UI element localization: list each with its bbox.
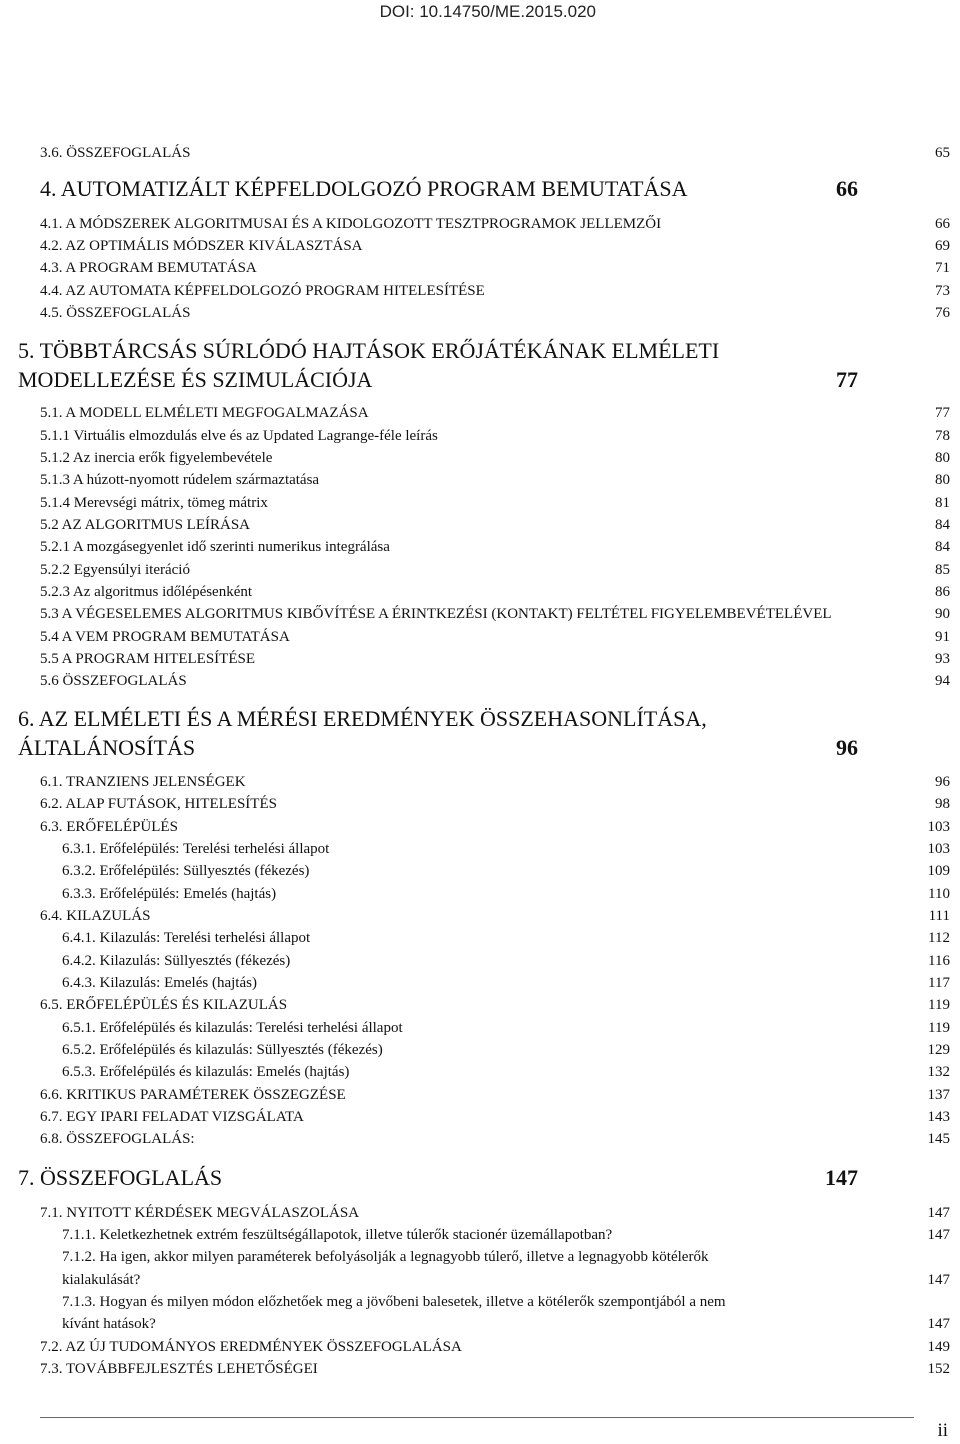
- toc-entry-label: 4.4. AZ AUTOMATA KÉPFELDOLGOZÓ PROGRAM HITELESÍTÉSE: [40, 283, 485, 299]
- toc-entry-label: 5.6 ÖSSZEFOGLALÁS: [40, 673, 187, 689]
- toc-entry-row[interactable]: [40, 584, 950, 604]
- toc-entry-page: 94: [935, 673, 950, 689]
- toc-entry-row[interactable]: [62, 1020, 950, 1040]
- toc-entry-row[interactable]: [62, 1272, 950, 1292]
- toc-entry-page: 147: [927, 1272, 950, 1288]
- toc-entry-row[interactable]: [40, 606, 950, 626]
- toc-entry-page: 149: [927, 1339, 950, 1355]
- toc-entry-row[interactable]: [62, 1227, 950, 1247]
- toc-entry-label: 5.2.2 Egyensúlyi iteráció: [40, 562, 190, 578]
- toc-entry-row[interactable]: [40, 305, 950, 325]
- toc-entry-page: 96: [935, 774, 950, 790]
- toc-entry-page: 147: [927, 1316, 950, 1332]
- toc-entry-row[interactable]: [62, 1042, 950, 1062]
- toc-entry-row[interactable]: [62, 953, 950, 973]
- toc-entry-label: 4. AUTOMATIZÁLT KÉPFELDOLGOZÓ PROGRAM BEMUTATÁSA: [40, 176, 688, 201]
- toc-entry-label: ÁLTALÁNOSÍTÁS: [18, 735, 196, 760]
- toc-entry-label: 6.6. KRITIKUS PARAMÉTEREK ÖSSZEGZÉSE: [40, 1087, 346, 1103]
- toc-entry-label: 5.1. A MODELL ELMÉLETI MEGFOGALMAZÁSA: [40, 405, 369, 421]
- toc-entry-label: 6.3.2. Erőfelépülés: Süllyesztés (fékezés): [62, 863, 310, 879]
- toc-entry-row[interactable]: [40, 651, 950, 671]
- toc-entry-label: 6. AZ ELMÉLETI ÉS A MÉRÉSI EREDMÉNYEK ÖSSZEHASONLÍTÁSA,: [18, 706, 707, 731]
- toc-entry-label: 7.2. AZ ÚJ TUDOMÁNYOS EREDMÉNYEK ÖSSZEFOGLALÁSA: [40, 1339, 462, 1355]
- toc-entry-label: 5.1.1 Virtuális elmozdulás elve és az Updated Lagrange-féle leírás: [40, 428, 438, 444]
- toc-entry-label: 5. TÖBBTÁRCSÁS SÚRLÓDÓ HAJTÁSOK ERŐJÁTÉKÁNAK ELMÉLETI: [18, 338, 720, 363]
- toc-entry-page: 132: [927, 1064, 950, 1080]
- toc-entry-row[interactable]: [40, 673, 950, 693]
- toc-entry-page: 66: [935, 216, 950, 232]
- toc-entry-row[interactable]: [62, 886, 950, 906]
- toc-entry-label: 5.5 A PROGRAM HITELESÍTÉSE: [40, 651, 256, 667]
- toc-entry-label: 5.4 A VEM PROGRAM BEMUTATÁSA: [40, 629, 290, 645]
- toc-entry-label: 7.1.2. Ha igen, akkor milyen paraméterek befolyásolják a legnagyobb túlerő, illetve a legnagyobb kötélerők: [62, 1249, 709, 1265]
- toc-entry-row[interactable]: [40, 145, 950, 165]
- toc-entry-page: 109: [927, 863, 950, 879]
- toc-entry-row[interactable]: [62, 1064, 950, 1084]
- toc-entry-row[interactable]: [40, 517, 950, 537]
- toc-entry-label: 3.6. ÖSSZEFOGLALÁS: [40, 145, 191, 161]
- toc-entry-page: 143: [927, 1109, 950, 1125]
- toc-entry-page: 84: [935, 539, 950, 555]
- toc-entry-label: 6.4.1. Kilazulás: Terelési terhelési állapot: [62, 930, 311, 946]
- toc-entry-page: 147: [825, 1165, 858, 1190]
- toc-entry-label: 5.2.1 A mozgásegyenlet idő szerinti numerikus integrálása: [40, 539, 390, 555]
- toc-entry-label: 6.7. EGY IPARI FELADAT VIZSGÁLATA: [40, 1109, 304, 1125]
- toc-entry-page: 66: [836, 176, 858, 201]
- toc-entry-row[interactable]: [62, 1249, 950, 1269]
- toc-entry-page: 76: [935, 305, 950, 321]
- toc-entry-row[interactable]: [62, 1316, 950, 1336]
- toc-entry-page: 147: [927, 1205, 950, 1221]
- toc-entry-page: 77: [836, 367, 858, 392]
- toc-entry-row[interactable]: [40, 428, 950, 448]
- toc-entry-page: 129: [927, 1042, 950, 1058]
- toc-entry-row[interactable]: [40, 629, 950, 649]
- toc-entry-label: 7.1.3. Hogyan és milyen módon előzhetőek meg a jövőbeni balesetek, illetve a kötélerők szempontjából a nem: [62, 1294, 726, 1310]
- toc-entry-label: 6.3.3. Erőfelépülés: Emelés (hajtás): [62, 886, 277, 902]
- toc-entry-page: 137: [927, 1087, 950, 1103]
- toc-entry-label: 7.1.1. Keletkezhetnek extrém feszültségállapotok, illetve túlerők stacionér üzemállapotban?: [62, 1227, 613, 1243]
- toc-entry-row[interactable]: [62, 1294, 950, 1314]
- toc-entry-label: 7.3. TOVÁBBFEJLESZTÉS LEHETŐSÉGEI: [40, 1361, 318, 1377]
- toc-entry-page: 147: [927, 1227, 950, 1243]
- toc-entry-row[interactable]: [40, 1339, 950, 1359]
- toc-entry-label: kívánt hatások?: [62, 1316, 156, 1332]
- toc-entry-row[interactable]: [40, 562, 950, 582]
- toc-entry-page: 96: [836, 735, 858, 760]
- toc-entry-label: 5.1.4 Merevségi mátrix, tömeg mátrix: [40, 495, 268, 511]
- toc-entry-label: 6.3. ERŐFELÉPÜLÉS: [40, 819, 178, 835]
- toc-entry-row[interactable]: [40, 283, 950, 303]
- toc-entry-label: 5.1.2 Az inercia erők figyelembevétele: [40, 450, 273, 466]
- toc-entry-row[interactable]: [62, 975, 950, 995]
- toc-entry-row[interactable]: [40, 1131, 950, 1151]
- toc-chapter-row[interactable]: [18, 735, 858, 763]
- toc-entry-row[interactable]: [40, 495, 950, 515]
- toc-entry-label: 4.1. A MÓDSZEREK ALGORITMUSAI ÉS A KIDOLGOZOTT TESZTPROGRAMOK JELLEMZŐI: [40, 216, 662, 232]
- toc-chapter-row[interactable]: [18, 367, 858, 395]
- toc-entry-page: 85: [935, 562, 950, 578]
- toc-entry-row[interactable]: [40, 260, 950, 280]
- toc-entry-page: 86: [935, 584, 950, 600]
- toc-entry-page: 90: [935, 606, 950, 622]
- toc-entry-row[interactable]: [40, 472, 950, 492]
- toc-entry-label: 6.4. KILAZULÁS: [40, 908, 151, 924]
- toc-entry-page: 80: [935, 450, 950, 466]
- toc-entry-label: 4.3. A PROGRAM BEMUTATÁSA: [40, 260, 257, 276]
- toc-entry-page: 91: [935, 629, 950, 645]
- footer-divider: [40, 1417, 914, 1418]
- toc-entry-label: kialakulását?: [62, 1272, 141, 1288]
- toc-entry-label: 6.2. ALAP FUTÁSOK, HITELESÍTÉS: [40, 796, 277, 812]
- toc-entry-page: 111: [928, 908, 950, 924]
- toc-entry-label: 6.5.1. Erőfelépülés és kilazulás: Terelési terhelési állapot: [62, 1020, 403, 1036]
- toc-entry-row[interactable]: [40, 405, 950, 425]
- toc-entry-page: 103: [927, 841, 950, 857]
- toc-entry-label: 6.5.3. Erőfelépülés és kilazulás: Emelés (hajtás): [62, 1064, 350, 1080]
- toc-entry-page: 119: [928, 997, 950, 1013]
- toc-entry-page: 80: [935, 472, 950, 488]
- toc-entry-label: 4.2. AZ OPTIMÁLIS MÓDSZER KIVÁLASZTÁSA: [40, 238, 363, 254]
- toc-entry-page: 69: [935, 238, 950, 254]
- toc-entry-label: 5.3 A VÉGESELEMES ALGORITMUS KIBŐVÍTÉSE A ÉRINTKEZÉSI (KONTAKT) FELTÉTEL FIGYELEMBEVÉTELÉVEL: [40, 606, 832, 622]
- toc-entry-label: 6.5. ERŐFELÉPÜLÉS ÉS KILAZULÁS: [40, 997, 288, 1013]
- toc-entry-label: 6.4.2. Kilazulás: Süllyesztés (fékezés): [62, 953, 291, 969]
- toc-entry-page: 116: [928, 953, 950, 969]
- toc-chapter-row[interactable]: [18, 706, 858, 734]
- toc-entry-page: 110: [928, 886, 950, 902]
- toc-entry-label: 7. ÖSSZEFOGLALÁS: [18, 1165, 223, 1190]
- toc-entry-label: 5.2 AZ ALGORITMUS LEÍRÁSA: [40, 517, 251, 533]
- toc-entry-page: 98: [935, 796, 950, 812]
- toc-entry-label: 5.2.3 Az algoritmus időlépésenként: [40, 584, 253, 600]
- toc-entry-label: 6.5.2. Erőfelépülés és kilazulás: Süllyesztés (fékezés): [62, 1042, 383, 1058]
- toc-entry-row[interactable]: [40, 1109, 950, 1129]
- doi-header: DOI: 10.14750/ME.2015.020: [379, 2, 596, 21]
- toc-entry-page: 103: [927, 819, 950, 835]
- toc-entry-label: MODELLEZÉSE ÉS SZIMULÁCIÓJA: [18, 367, 373, 392]
- toc-entry-page: 73: [935, 283, 950, 299]
- toc-chapter-row[interactable]: [18, 338, 858, 366]
- toc-entry-row[interactable]: [40, 450, 950, 470]
- toc-entry-page: 119: [928, 1020, 950, 1036]
- toc-entry-page: 84: [935, 517, 950, 533]
- toc-entry-page: 93: [935, 651, 950, 667]
- toc-entry-row[interactable]: [40, 238, 950, 258]
- toc-entry-label: 4.5. ÖSSZEFOGLALÁS: [40, 305, 191, 321]
- toc-entry-page: 117: [928, 975, 950, 991]
- toc-entry-page: 77: [935, 405, 950, 421]
- toc-entry-row[interactable]: [62, 930, 950, 950]
- toc-entry-page: 152: [927, 1361, 950, 1377]
- toc-entry-row[interactable]: [62, 863, 950, 883]
- toc-entry-row[interactable]: [40, 539, 950, 559]
- toc-entry-row[interactable]: [40, 1361, 950, 1381]
- toc-entry-row[interactable]: [40, 908, 950, 928]
- toc-entry-label: 6.3.1. Erőfelépülés: Terelési terhelési állapot: [62, 841, 330, 857]
- toc-entry-row[interactable]: [40, 1205, 950, 1225]
- toc-entry-row[interactable]: [40, 1087, 950, 1107]
- toc-entry-page: 71: [935, 260, 950, 276]
- toc-entry-label: 6.8. ÖSSZEFOGLALÁS:: [40, 1131, 195, 1147]
- toc-entry-row[interactable]: [40, 997, 950, 1017]
- toc-entry-page: 112: [928, 930, 950, 946]
- toc-entry-label: 5.1.3 A húzott-nyomott rúdelem származtatása: [40, 472, 320, 488]
- page-number: ii: [937, 1420, 948, 1441]
- toc-chapter-row[interactable]: [40, 176, 858, 204]
- toc-entry-row[interactable]: [40, 796, 950, 816]
- toc-entry-row[interactable]: [62, 841, 950, 861]
- toc-entry-page: 65: [935, 145, 950, 161]
- toc-entry-row[interactable]: [40, 774, 950, 794]
- toc-entry-page: 81: [935, 495, 950, 511]
- toc-entry-page: 78: [935, 428, 950, 444]
- toc-entry-label: 6.4.3. Kilazulás: Emelés (hajtás): [62, 975, 257, 991]
- toc-entry-label: 7.1. NYITOTT KÉRDÉSEK MEGVÁLASZOLÁSA: [40, 1205, 360, 1221]
- toc-entry-row[interactable]: [40, 819, 950, 839]
- toc-entry-page: 145: [927, 1131, 950, 1147]
- toc-entry-row[interactable]: [40, 216, 950, 236]
- toc-chapter-row[interactable]: [18, 1165, 858, 1193]
- toc-entry-label: 6.1. TRANZIENS JELENSÉGEK: [40, 774, 246, 790]
